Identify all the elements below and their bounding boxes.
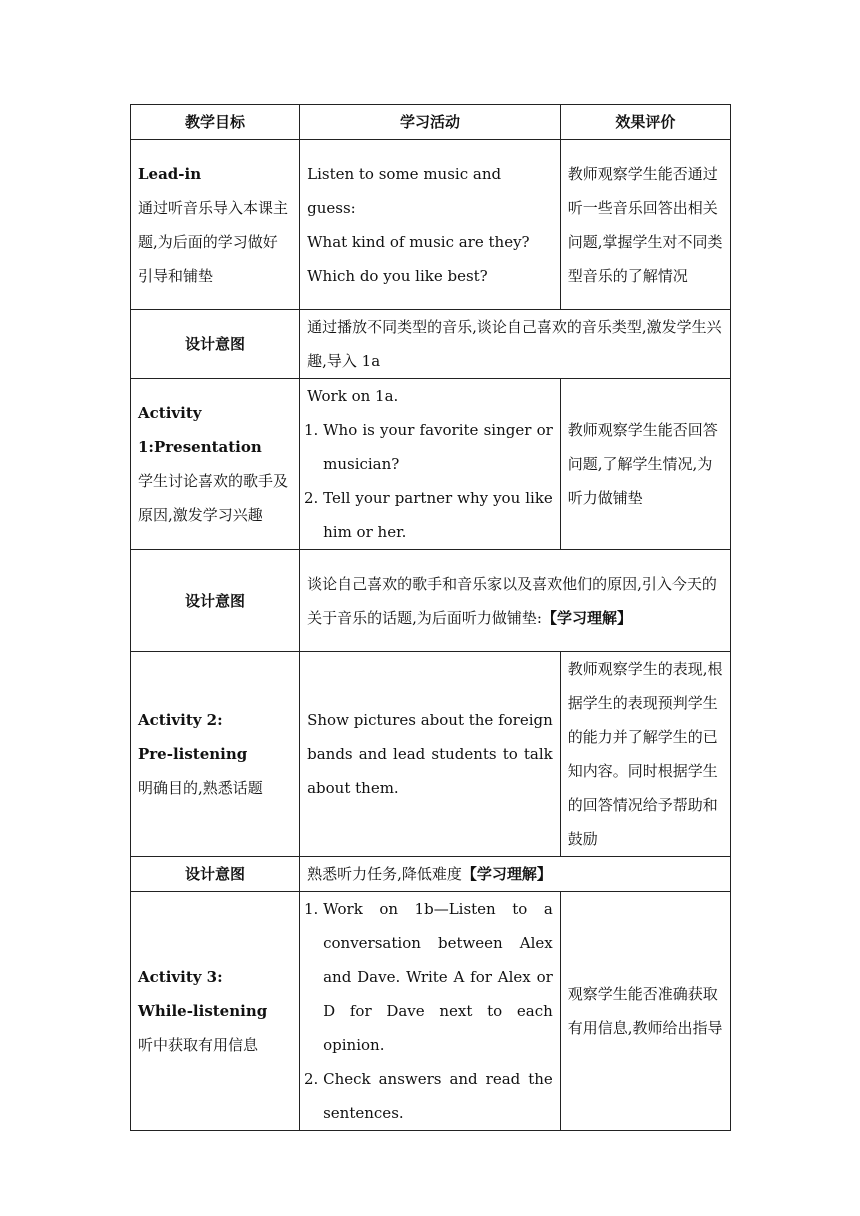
activity-line: Listen to some music and guess:: [307, 164, 502, 217]
goal-desc: 明确目的,熟悉话题: [138, 779, 263, 797]
evaluation-cell: 观察学生能否准确获取有用信息,教师给出指导: [560, 892, 730, 1131]
goal-title: Activity 2:: [138, 711, 223, 729]
goal-title: Activity 3:: [138, 968, 223, 986]
table-header-row: [131, 105, 731, 140]
list-item: 1. Who is your favorite singer or musician?: [323, 413, 553, 481]
intent-tag: 【学习理解】: [541, 608, 632, 627]
evaluation-cell: 教师观察学生能否通过听一些音乐回答出相关问题,掌握学生对不同类型音乐的了解情况: [560, 140, 730, 310]
goal-cell: [131, 140, 300, 310]
intent-text-cell: [300, 550, 731, 652]
activity-list: [307, 413, 553, 549]
goal-cell: [131, 379, 300, 550]
intent-text-cell: [300, 857, 731, 892]
intent-label: 设计意图: [131, 310, 300, 379]
table-row: [131, 140, 731, 310]
intent-text-cell: [300, 310, 731, 379]
activity-line: What kind of music are they?: [307, 232, 530, 251]
goal-cell: [131, 892, 300, 1131]
evaluation-cell: 教师观察学生的表现,根据学生的表现预判学生的能力并了解学生的已知内容。同时根据学生的回答情况给予帮助和鼓励: [560, 652, 730, 857]
header-evaluation: 效果评价: [560, 105, 730, 140]
goal-cell: [131, 652, 300, 857]
activity-list: [307, 892, 553, 1130]
activity-cell: [300, 140, 561, 310]
activity-intro: Work on 1a.: [307, 387, 399, 405]
intent-row: [131, 310, 731, 379]
goal-title: Lead-in: [138, 164, 202, 183]
table-row: [131, 379, 731, 550]
intent-text: 通过播放不同类型的音乐,谈论自己喜欢的音乐类型,激发学生兴趣,导入 1a: [307, 318, 722, 370]
goal-desc: 学生讨论喜欢的歌手及原因,激发学习兴趣: [138, 472, 289, 524]
intent-row: [131, 857, 731, 892]
evaluation-cell: 教师观察学生能否回答问题,了解学生情况,为听力做铺垫: [560, 379, 730, 550]
activity-cell: [300, 892, 561, 1131]
header-goal: 教学目标: [131, 105, 300, 140]
activity-line: Which do you like best?: [307, 266, 488, 285]
table-row: [131, 652, 731, 857]
goal-subtitle: Pre-listening: [138, 745, 248, 763]
intent-label: 设计意图: [131, 857, 300, 892]
list-item: 2. Check answers and read the sentences.: [323, 1062, 553, 1130]
intent-tag: 【学习理解】: [461, 865, 552, 883]
intent-label: 设计意图: [131, 550, 300, 652]
activity-cell: [300, 379, 561, 550]
intent-text: 熟悉听力任务,降低难度: [307, 865, 462, 883]
intent-row: [131, 550, 731, 652]
goal-desc: 听中获取有用信息: [138, 1036, 259, 1054]
goal-desc: 通过听音乐导入本课主题,为后面的学习做好引导和铺垫: [138, 198, 289, 285]
header-activity: 学习活动: [300, 105, 561, 140]
lesson-plan-table: [130, 104, 731, 1131]
goal-title: Activity 1:Presentation: [138, 404, 262, 456]
list-item: 2. Tell your partner why you like him or her.: [323, 481, 553, 549]
activity-cell: Show pictures about the foreign bands and lead students to talk about them.: [300, 652, 561, 857]
table-row: [131, 892, 731, 1131]
intent-text: 谈论自己喜欢的歌手和音乐家以及喜欢他们的原因,引入今天的关于音乐的话题,为后面听力做铺垫:: [307, 574, 717, 627]
list-item: 1. Work on 1b—Listen to a conversation between Alex and Dave. Write A for Alex or D for Dave next to each opinion.: [323, 892, 553, 1062]
goal-subtitle: While-listening: [138, 1002, 268, 1020]
